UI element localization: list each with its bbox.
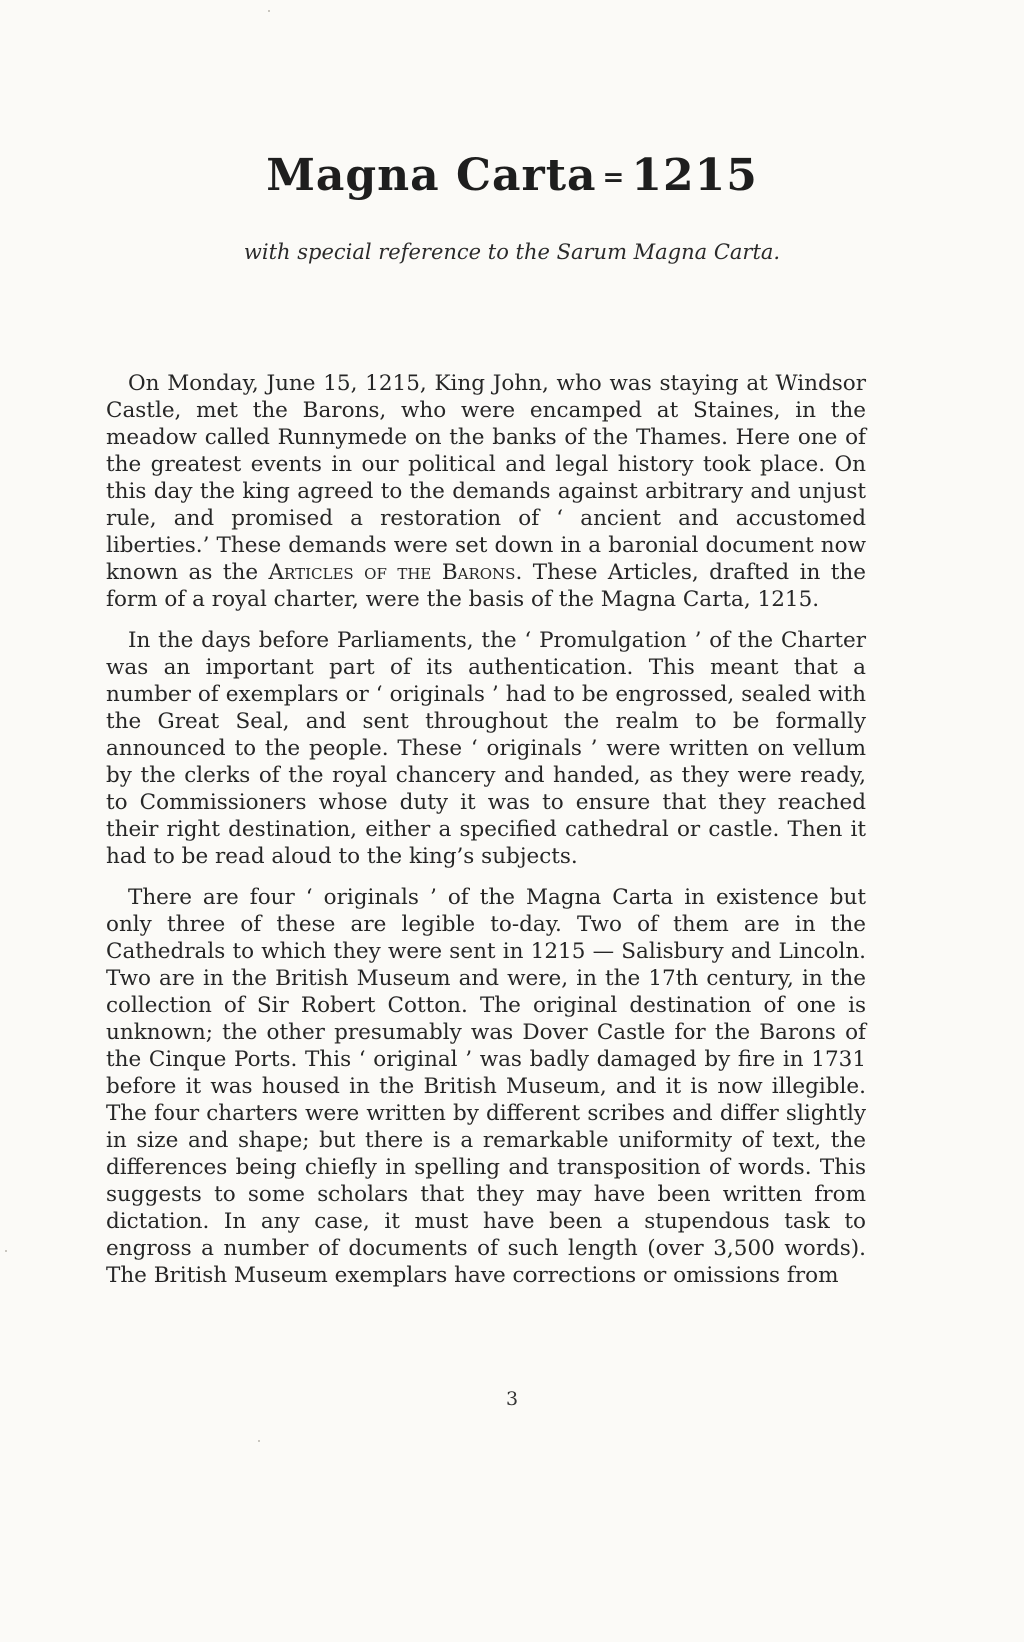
paragraph-2: In the days before Parliaments, the ‘ Promulgation ’ of the Charter was an important part of its authentication. This meant that a number of exemplars or ‘ originals ’ had to be engrossed, sealed with the Great Seal, and sent throughout the realm to be formally announced to the people. These ‘ originals ’ were written on vellum by the clerks of the royal chancery and handed, as they were ready, to Commissioners whose duty it was to ensure that they reached their right destination, either a specified cathedral or castle. Then it had to be read aloud to the king’s subjects. [106,628,866,869]
paper-speck [5,1250,7,1252]
paper-speck [268,10,270,12]
title-carta: Carta [456,150,597,201]
articles-of-the-barons: Articles of the Barons. [268,560,523,585]
body-text [106,370,866,1303]
paragraph-1-text-a: On Monday, June 15, 1215, King John, who was staying at Windsor Castle, met the Barons, who were encamped at Staines, in the meadow called Runnymede on the banks of the Thames. Here one of the greatest events in our political and legal history took place. On this day the king agreed to the demands against arbitrary and unjust rule, and promised a restoration of ‘ ancient and accustomed liberties.’ These demands were set down in a baronial document now known as the [106,371,866,585]
title-magna: Magna [266,150,440,201]
title-separator: = [602,162,626,193]
page-number: 3 [505,1388,519,1410]
page-subtitle: with special reference to the Sarum Magna Carta. [243,240,781,264]
paragraph-3: There are four ‘ originals ’ of the Magna Carta in existence but only three of these are legible to-day. Two of them are in the Cathedrals to which they were sent in 1215 — Salisbury and Lincoln. Two are in the British Museum and were, in the 17th century, in the collection of Sir Robert Cotton. The original destination of one is unknown; the other presumably was Dover Castle for the Barons of the Cinque Ports. This ‘ original ’ was badly damaged by fire in 1731 before it was housed in the British Museum, and it is now illegible. The four charters were written by different scribes and differ slightly in size and shape; but there is a remarkable uniformity of text, the differences being chiefly in spelling and transposition of words. This suggests to some scholars that they may have been written from dictation. In any case, it must have been a stupendous task to engross a number of documents of such length (over 3,500 words). The British Museum exemplars have corrections or omissions from [106,885,866,1288]
paragraph-1 [106,370,866,613]
paragraph-1-text-b: These Articles, drafted in the form of a royal charter, were the basis of the Magna Carta, 1215. [106,560,866,612]
paper-speck [258,1440,260,1442]
title-year: 1215 [631,150,758,201]
page-title [0,150,1024,203]
